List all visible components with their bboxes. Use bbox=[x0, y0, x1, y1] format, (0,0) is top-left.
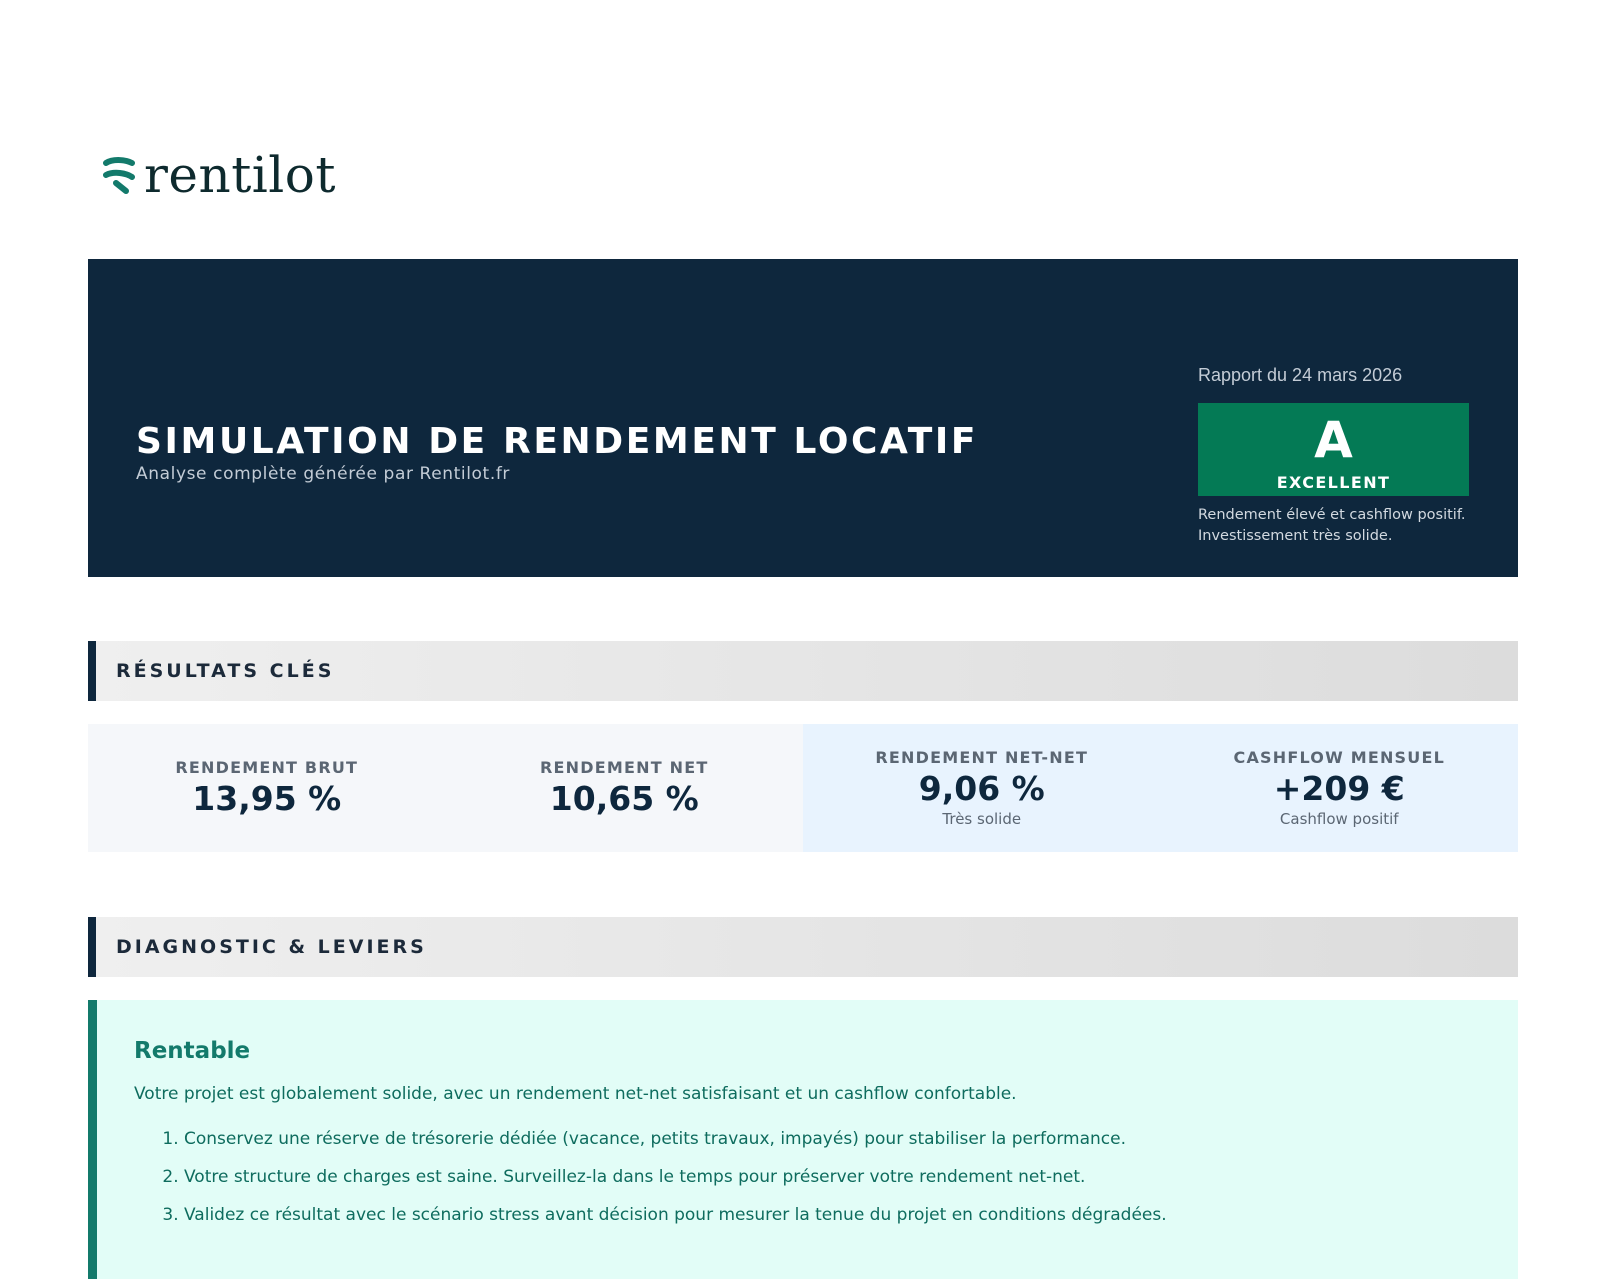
grade-letter: A bbox=[1314, 411, 1353, 469]
kpi-value: 13,95 % bbox=[192, 779, 342, 818]
kpi-label: RENDEMENT BRUT bbox=[175, 758, 359, 777]
kpi-value: 10,65 % bbox=[549, 779, 699, 818]
section-header-results bbox=[88, 641, 1518, 701]
section-title: RÉSULTATS CLÉS bbox=[116, 660, 335, 682]
list-item: 1. Conservez une réserve de trésorerie dédiée (vacance, petits travaux, impayés) pour stabiliser la performance. bbox=[184, 1120, 1167, 1158]
brand-logo bbox=[102, 146, 336, 204]
report-date: Rapport du 24 mars 2026 bbox=[1198, 365, 1403, 385]
kpi-note: Cashflow positif bbox=[1279, 810, 1399, 828]
page-title: SIMULATION DE RENDEMENT LOCATIF bbox=[136, 421, 979, 462]
grade-description bbox=[1198, 505, 1488, 547]
section-title: DIAGNOSTIC & LEVIERS bbox=[116, 936, 427, 958]
section-header-diagnostic bbox=[88, 917, 1518, 977]
kpi-row bbox=[88, 724, 1518, 852]
kpi-value: 9,06 % bbox=[918, 769, 1045, 808]
kpi-note: Très solide bbox=[942, 810, 1022, 828]
kpi-card-net-yield bbox=[446, 724, 804, 852]
diagnostic-panel bbox=[88, 1000, 1518, 1279]
list-item: 2. Votre structure de charges est saine. Surveillez-la dans le temps pour préserver votre rendement net-net. bbox=[184, 1158, 1167, 1196]
grade-label: EXCELLENT bbox=[1276, 473, 1391, 492]
diagnostic-status: Rentable bbox=[134, 1038, 251, 1064]
rentilot-logo-icon bbox=[102, 153, 138, 197]
action-list bbox=[134, 1120, 1167, 1234]
kpi-card-gross-yield bbox=[88, 724, 446, 852]
kpi-card-monthly-cashflow bbox=[1161, 724, 1519, 852]
grade-description-line: Investissement très solide. bbox=[1198, 528, 1393, 544]
kpi-value: +209 € bbox=[1273, 769, 1405, 808]
grade-description-line: Rendement élevé et cashflow positif. bbox=[1198, 507, 1466, 523]
list-item: 3. Validez ce résultat avec le scénario stress avant décision pour mesurer la tenue du projet en conditions dégradées. bbox=[184, 1196, 1167, 1234]
kpi-label: RENDEMENT NET-NET bbox=[875, 748, 1089, 767]
kpi-label: RENDEMENT NET bbox=[540, 758, 709, 777]
page-subtitle: Analyse complète générée par Rentilot.fr bbox=[136, 464, 510, 484]
kpi-label: CASHFLOW MENSUEL bbox=[1233, 748, 1445, 767]
brand-name: rentilot bbox=[144, 146, 336, 204]
kpi-card-net-net-yield bbox=[803, 724, 1161, 852]
report-header bbox=[88, 259, 1518, 577]
grade-badge bbox=[1198, 403, 1469, 496]
diagnostic-summary: Votre projet est globalement solide, avec un rendement net-net satisfaisant et un cashflow confortable. bbox=[134, 1084, 1017, 1104]
